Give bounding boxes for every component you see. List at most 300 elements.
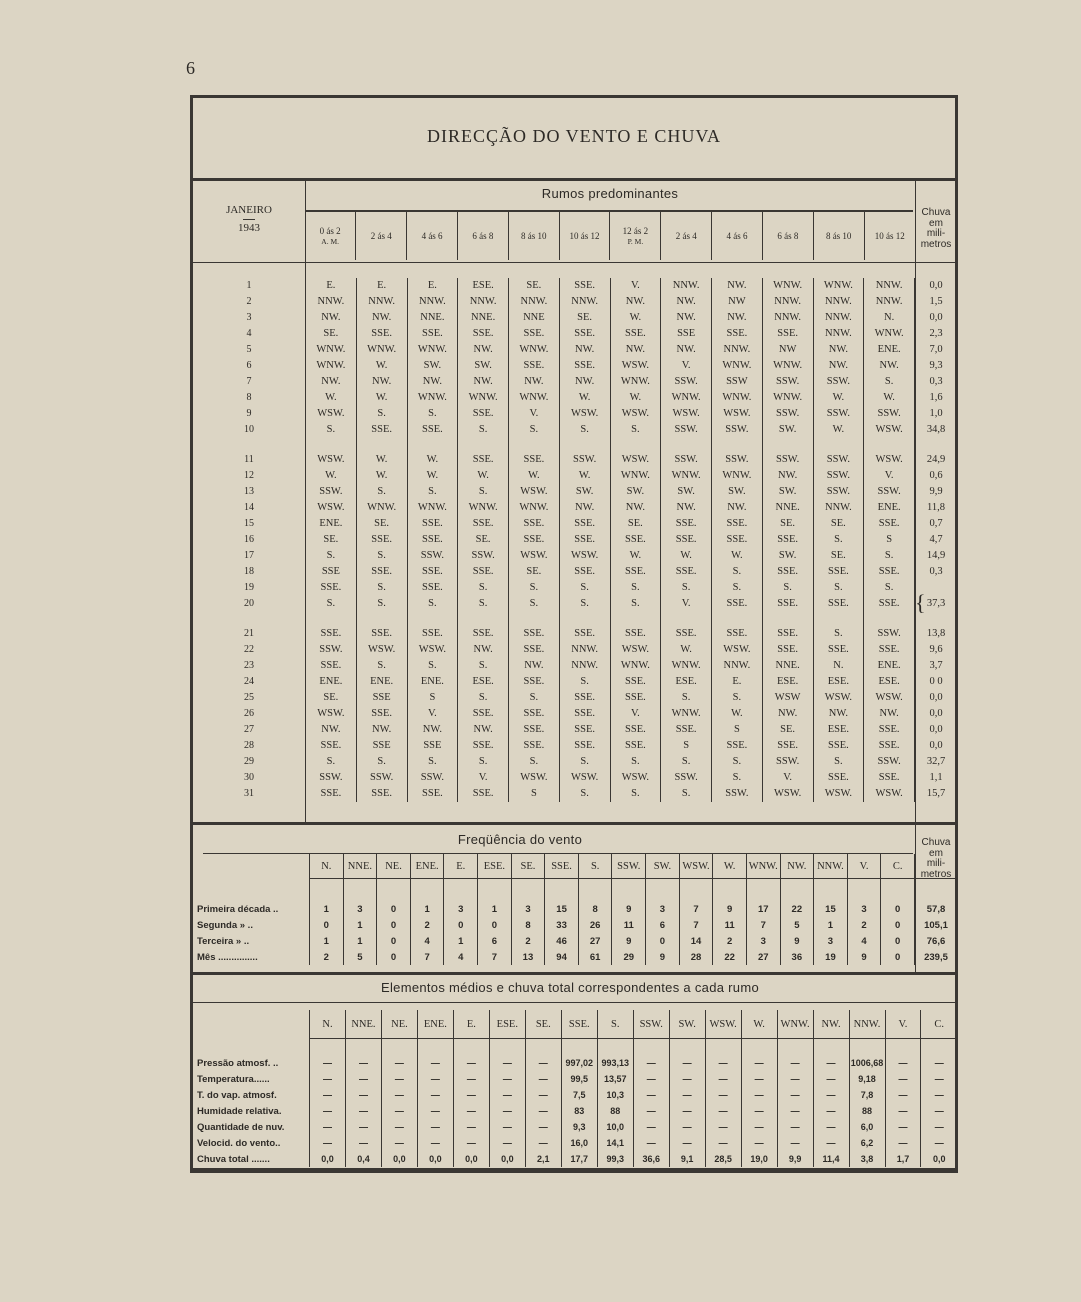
- table-row: [193, 1151, 957, 1167]
- table-row: [193, 596, 957, 612]
- wind-direction-cell: NW.: [509, 658, 560, 674]
- element-cell: —: [741, 1087, 777, 1103]
- direction-header: ENE.: [410, 854, 444, 879]
- wind-direction-cell: NNW.: [559, 294, 610, 310]
- wind-direction-cell: SSE.: [407, 786, 458, 802]
- wind-direction-cell: SSE.: [864, 516, 915, 532]
- wind-direction-cell: NW.: [610, 294, 661, 310]
- wind-direction-cell: SSE.: [610, 674, 661, 690]
- wind-direction-cell: SSE.: [762, 596, 813, 612]
- wind-direction-cell: SSE.: [356, 532, 407, 548]
- wind-direction-cell: WSW.: [610, 358, 661, 374]
- wind-direction-cell: SSE.: [509, 674, 560, 690]
- wind-direction-cell: ESE.: [661, 674, 712, 690]
- day-number: 9: [246, 408, 252, 419]
- wind-direction-cell: SSE.: [407, 422, 458, 438]
- elements-table: [193, 1010, 957, 1167]
- wind-direction-cell: S.: [864, 548, 915, 564]
- wind-direction-cell: S: [864, 532, 915, 548]
- frequency-cell: 2: [410, 917, 444, 933]
- rain-cell: 105,1: [915, 917, 958, 933]
- frequency-cell: 2: [713, 933, 747, 949]
- element-cell: —: [310, 1135, 346, 1151]
- rain-cell: 4,7: [915, 532, 958, 548]
- wind-direction-cell: W.: [306, 468, 357, 484]
- frequency-cell: 17: [746, 901, 780, 917]
- hour-header-cell: [762, 212, 813, 260]
- wind-direction-cell: WNW.: [762, 390, 813, 406]
- element-cell: —: [489, 1103, 525, 1119]
- direction-header: E.: [444, 854, 478, 879]
- day-number: 12: [244, 470, 254, 481]
- section-rumos-title: Rumos predominantes: [541, 186, 679, 201]
- table-row: [193, 738, 957, 754]
- element-cell: —: [741, 1055, 777, 1071]
- wind-direction-cell: ENE.: [306, 674, 357, 690]
- element-cell: —: [525, 1119, 561, 1135]
- element-cell: —: [417, 1071, 453, 1087]
- wind-direction-cell: SE.: [306, 690, 357, 706]
- rain-cell: 1,5: [915, 294, 958, 310]
- wind-direction-cell: NNE.: [407, 310, 458, 326]
- wind-direction-cell: WSW.: [661, 406, 712, 422]
- wind-direction-cell: SSE.: [762, 738, 813, 754]
- wind-direction-cell: NW.: [458, 374, 509, 390]
- wind-direction-cell: SSE.: [458, 516, 509, 532]
- element-cell: 88: [597, 1103, 633, 1119]
- table-row: [193, 548, 957, 564]
- hour-range: 10 ás 12: [569, 230, 600, 241]
- wind-direction-cell: WSW.: [306, 452, 357, 468]
- element-cell: —: [381, 1103, 417, 1119]
- wind-direction-cell: S.: [813, 754, 864, 770]
- wind-direction-cell: SE.: [458, 532, 509, 548]
- table-row: [193, 390, 957, 406]
- wind-direction-cell: SSE.: [762, 642, 813, 658]
- wind-direction-cell: W.: [712, 706, 763, 722]
- element-cell: —: [633, 1071, 669, 1087]
- wind-direction-cell: WSW.: [610, 452, 661, 468]
- frequency-cell: 26: [578, 917, 612, 933]
- wind-direction-cell: W.: [559, 468, 610, 484]
- element-cell: —: [813, 1055, 849, 1071]
- element-cell: —: [453, 1071, 489, 1087]
- day-number: 29: [244, 756, 254, 767]
- frequency-cell: 11: [612, 917, 646, 933]
- row-label: Quantidade de nuv.: [197, 1121, 285, 1133]
- wind-direction-cell: WSW.: [762, 786, 813, 802]
- frequency-cell: 22: [780, 901, 814, 917]
- wind-direction-cell: SSE.: [458, 786, 509, 802]
- wind-direction-cell: E.: [407, 278, 458, 294]
- wind-direction-cell: NW.: [762, 706, 813, 722]
- rain-cell: 24,9: [915, 452, 958, 468]
- element-cell: 997,02: [561, 1055, 597, 1071]
- direction-header: SSE.: [561, 1010, 597, 1039]
- wind-direction-cell: SSE.: [407, 532, 458, 548]
- rain-cell: 2,3: [915, 326, 958, 342]
- wind-direction-cell: SSE.: [559, 564, 610, 580]
- wind-direction-cell: NW: [712, 294, 763, 310]
- wind-direction-cell: W.: [458, 468, 509, 484]
- wind-direction-cell: SSW.: [407, 548, 458, 564]
- element-cell: 88: [849, 1103, 885, 1119]
- wind-direction-cell: W.: [559, 390, 610, 406]
- hour-range: 2 ás 4: [675, 230, 697, 241]
- rain-cell: 1,1: [915, 770, 958, 786]
- wind-direction-cell: V.: [661, 596, 712, 612]
- day-number: 30: [244, 772, 254, 783]
- frequency-cell: 29: [612, 949, 646, 965]
- table-row: [193, 564, 957, 580]
- direction-header: NE.: [381, 1010, 417, 1039]
- wind-direction-cell: SSE.: [559, 738, 610, 754]
- wind-direction-cell: SW.: [458, 358, 509, 374]
- wind-direction-cell: S.: [458, 658, 509, 674]
- wind-direction-cell: SSW.: [813, 406, 864, 422]
- element-cell: 7,8: [849, 1087, 885, 1103]
- wind-direction-cell: S.: [509, 596, 560, 612]
- wind-direction-cell: S.: [661, 786, 712, 802]
- wind-direction-cell: SSW.: [306, 770, 357, 786]
- frequency-cell: 0: [881, 933, 915, 949]
- direction-header: NE.: [377, 854, 411, 879]
- element-cell: 1,7: [885, 1151, 921, 1167]
- frequency-cell: 5: [343, 949, 377, 965]
- wind-direction-cell: NW.: [712, 310, 763, 326]
- frequency-cell: 3: [343, 901, 377, 917]
- wind-direction-cell: NW.: [610, 500, 661, 516]
- element-cell: 9,18: [849, 1071, 885, 1087]
- wind-direction-cell: S.: [661, 690, 712, 706]
- element-cell: —: [885, 1119, 921, 1135]
- frequency-rain-header: Chuva em mili- metros: [920, 837, 952, 880]
- year-label: 1943: [238, 221, 260, 234]
- wind-direction-cell: SW.: [762, 548, 813, 564]
- rain-cell: 14,9: [915, 548, 958, 564]
- frequency-cell: 7: [679, 901, 713, 917]
- table-row: [193, 580, 957, 596]
- element-cell: 1006,68: [849, 1055, 885, 1071]
- frequency-cell: 5: [780, 917, 814, 933]
- element-cell: —: [345, 1135, 381, 1151]
- wind-direction-cell: S.: [458, 690, 509, 706]
- rain-cell: 0,7: [915, 516, 958, 532]
- day-number: 20: [244, 598, 254, 609]
- hour-range: 10 ás 12: [874, 230, 905, 241]
- wind-direction-cell: S.: [356, 580, 407, 596]
- element-cell: —: [885, 1071, 921, 1087]
- wind-direction-cell: WSW.: [813, 786, 864, 802]
- wind-direction-cell: SSE.: [610, 564, 661, 580]
- wind-direction-cell: SSE.: [407, 516, 458, 532]
- wind-direction-cell: N.: [813, 658, 864, 674]
- wind-direction-cell: V.: [458, 770, 509, 786]
- wind-direction-cell: WSW.: [509, 484, 560, 500]
- frequency-cell: 6: [646, 917, 680, 933]
- wind-direction-cell: SSE.: [458, 564, 509, 580]
- wind-direction-cell: SSE.: [864, 564, 915, 580]
- frequency-cell: 22: [713, 949, 747, 965]
- element-cell: —: [489, 1087, 525, 1103]
- direction-header: NW.: [813, 1010, 849, 1039]
- wind-direction-cell: WSW.: [407, 642, 458, 658]
- frequency-cell: 8: [511, 917, 545, 933]
- frequency-cell: 28: [679, 949, 713, 965]
- wind-direction-cell: NNW.: [762, 294, 813, 310]
- wind-direction-cell: NW.: [712, 500, 763, 516]
- wind-direction-cell: SW.: [661, 484, 712, 500]
- element-cell: —: [669, 1087, 705, 1103]
- frequency-cell: 0: [377, 917, 411, 933]
- element-cell: 36,6: [633, 1151, 669, 1167]
- table-row: [193, 674, 957, 690]
- wind-direction-cell: SSW.: [712, 452, 763, 468]
- row-label: T. do vap. atmosf.: [197, 1089, 277, 1101]
- wind-direction-cell: SSE: [356, 690, 407, 706]
- element-cell: 10,0: [597, 1119, 633, 1135]
- wind-direction-cell: SSE.: [306, 658, 357, 674]
- wind-direction-cell: S.: [407, 484, 458, 500]
- wind-direction-cell: W.: [610, 390, 661, 406]
- rain-cell: 0,0: [915, 278, 958, 294]
- hour-header-cell: [457, 212, 508, 260]
- wind-direction-cell: NW.: [661, 342, 712, 358]
- table-row: [193, 422, 957, 438]
- day-number: 7: [246, 376, 252, 387]
- wind-direction-cell: SSE.: [458, 626, 509, 642]
- wind-direction-cell: SW.: [610, 484, 661, 500]
- element-cell: —: [777, 1055, 813, 1071]
- wind-direction-cell: SSE.: [559, 706, 610, 722]
- rain-cell: 9,3: [915, 358, 958, 374]
- element-cell: —: [777, 1071, 813, 1087]
- wind-direction-cell: S.: [610, 786, 661, 802]
- wind-direction-cell: NNW.: [356, 294, 407, 310]
- element-cell: 13,57: [597, 1071, 633, 1087]
- wind-direction-cell: ENE.: [407, 674, 458, 690]
- wind-direction-cell: NW.: [559, 342, 610, 358]
- wind-direction-cell: NW.: [559, 500, 610, 516]
- wind-direction-cell: NW.: [407, 374, 458, 390]
- element-cell: 6,2: [849, 1135, 885, 1151]
- element-cell: —: [885, 1055, 921, 1071]
- wind-direction-cell: NW.: [712, 278, 763, 294]
- daily-wind-table: [193, 278, 957, 802]
- wind-direction-cell: NW.: [356, 374, 407, 390]
- wind-direction-cell: NNW.: [458, 294, 509, 310]
- wind-direction-cell: ENE.: [864, 500, 915, 516]
- hour-range: 4 ás 6: [726, 230, 748, 241]
- wind-direction-cell: S.: [509, 580, 560, 596]
- day-number: 21: [244, 628, 254, 639]
- element-cell: —: [705, 1135, 741, 1151]
- frequency-cell: 1: [410, 901, 444, 917]
- wind-direction-cell: S.: [407, 596, 458, 612]
- page-title: DIRECÇÃO DO VENTO E CHUVA: [426, 126, 721, 146]
- day-number: 10: [244, 424, 254, 435]
- element-cell: —: [669, 1119, 705, 1135]
- wind-direction-cell: WSW.: [610, 770, 661, 786]
- wind-direction-cell: W.: [610, 310, 661, 326]
- wind-direction-cell: W.: [356, 468, 407, 484]
- element-cell: 993,13: [597, 1055, 633, 1071]
- rain-cell: 7,0: [915, 342, 958, 358]
- table-row: [193, 786, 957, 802]
- rain-cell: 9,6: [915, 642, 958, 658]
- element-cell: —: [669, 1071, 705, 1087]
- frequency-cell: 1: [310, 901, 344, 917]
- rain-cell: 0,0: [915, 310, 958, 326]
- wind-direction-cell: SSE.: [661, 532, 712, 548]
- wind-direction-cell: WSW.: [610, 406, 661, 422]
- frequency-cell: 2: [847, 917, 881, 933]
- wind-direction-cell: NW.: [407, 722, 458, 738]
- wind-direction-cell: S: [712, 722, 763, 738]
- wind-direction-cell: NW.: [762, 468, 813, 484]
- element-cell: —: [885, 1135, 921, 1151]
- wind-direction-cell: WNW.: [458, 500, 509, 516]
- rain-cell: 1,0: [915, 406, 958, 422]
- wind-direction-cell: WSW.: [559, 548, 610, 564]
- wind-direction-cell: SSE.: [712, 326, 763, 342]
- rain-cell: 57,8: [915, 901, 958, 917]
- divider: [193, 178, 955, 181]
- frequency-cell: 0: [377, 933, 411, 949]
- day-number: 15: [244, 518, 254, 529]
- wind-direction-cell: S.: [356, 484, 407, 500]
- wind-direction-cell: NW.: [661, 294, 712, 310]
- table-row: [193, 406, 957, 422]
- element-cell: —: [310, 1087, 346, 1103]
- element-cell: —: [777, 1103, 813, 1119]
- wind-direction-cell: WNW.: [712, 358, 763, 374]
- day-number: 28: [244, 740, 254, 751]
- element-cell: —: [813, 1135, 849, 1151]
- wind-direction-cell: WNW.: [661, 706, 712, 722]
- day-number: 23: [244, 660, 254, 671]
- table-row: [193, 452, 957, 468]
- element-cell: 0,0: [489, 1151, 525, 1167]
- direction-header: S.: [578, 854, 612, 879]
- element-cell: —: [669, 1055, 705, 1071]
- direction-header: ESE.: [489, 1010, 525, 1039]
- table-frame: [190, 95, 958, 1173]
- wind-direction-cell: SE.: [610, 516, 661, 532]
- frequency-cell: 2: [310, 949, 344, 965]
- frequency-cell: 3: [444, 901, 478, 917]
- wind-direction-cell: NNW.: [712, 342, 763, 358]
- element-cell: —: [705, 1103, 741, 1119]
- wind-direction-cell: WNW.: [509, 390, 560, 406]
- wind-direction-cell: SE.: [813, 516, 864, 532]
- element-cell: —: [813, 1087, 849, 1103]
- day-number: 13: [244, 486, 254, 497]
- wind-direction-cell: S.: [864, 580, 915, 596]
- frequency-cell: 61: [578, 949, 612, 965]
- element-cell: 10,3: [597, 1087, 633, 1103]
- direction-header: SSE.: [545, 854, 579, 879]
- element-cell: —: [741, 1071, 777, 1087]
- rain-cell: 0,0: [915, 706, 958, 722]
- wind-direction-cell: W.: [407, 468, 458, 484]
- wind-direction-cell: SSW.: [661, 374, 712, 390]
- day-number: 24: [244, 676, 254, 687]
- element-cell: —: [921, 1135, 957, 1151]
- wind-direction-cell: SSE.: [509, 642, 560, 658]
- wind-direction-cell: S.: [306, 422, 357, 438]
- wind-direction-cell: WNW.: [661, 658, 712, 674]
- wind-direction-cell: NW.: [458, 342, 509, 358]
- wind-direction-cell: W.: [509, 468, 560, 484]
- wind-direction-cell: WSW.: [509, 548, 560, 564]
- direction-header: S.: [597, 1010, 633, 1039]
- table-row: [193, 1135, 957, 1151]
- frequency-cell: 36: [780, 949, 814, 965]
- wind-direction-cell: SSE.: [610, 626, 661, 642]
- wind-direction-cell: SSE.: [509, 706, 560, 722]
- table-row: [193, 1087, 957, 1103]
- wind-direction-cell: SSE.: [509, 516, 560, 532]
- day-number: 22: [244, 644, 254, 655]
- wind-direction-cell: S.: [712, 580, 763, 596]
- wind-direction-cell: SE.: [813, 548, 864, 564]
- wind-direction-cell: WNW.: [864, 326, 915, 342]
- wind-direction-cell: V.: [407, 706, 458, 722]
- wind-direction-cell: SSE.: [407, 326, 458, 342]
- hour-header-cell: [864, 212, 915, 260]
- day-number: 2: [246, 296, 252, 307]
- frequency-cell: 15: [814, 901, 848, 917]
- wind-direction-cell: SSE: [356, 738, 407, 754]
- wind-direction-cell: SSE.: [356, 786, 407, 802]
- element-cell: —: [705, 1071, 741, 1087]
- wind-direction-cell: NW.: [356, 722, 407, 738]
- wind-direction-cell: NNW.: [864, 294, 915, 310]
- wind-direction-cell: NNE.: [458, 310, 509, 326]
- wind-direction-cell: SW.: [762, 484, 813, 500]
- element-cell: —: [381, 1055, 417, 1071]
- wind-direction-cell: WSW.: [306, 406, 357, 422]
- hour-header-cell: [407, 212, 458, 260]
- wind-direction-cell: WSW.: [306, 706, 357, 722]
- table-row: [193, 532, 957, 548]
- element-cell: —: [345, 1087, 381, 1103]
- wind-direction-cell: S.: [712, 770, 763, 786]
- wind-direction-cell: W.: [712, 548, 763, 564]
- table-row: [193, 754, 957, 770]
- wind-direction-cell: SSE.: [356, 626, 407, 642]
- frequency-cell: 9: [612, 901, 646, 917]
- element-cell: —: [381, 1135, 417, 1151]
- wind-direction-cell: WNW.: [356, 500, 407, 516]
- table-row: [193, 1119, 957, 1135]
- rain-cell: 0 0: [915, 674, 958, 690]
- wind-direction-cell: WSW.: [864, 786, 915, 802]
- wind-direction-cell: WNW.: [762, 358, 813, 374]
- wind-direction-cell: SSW.: [762, 374, 813, 390]
- wind-direction-cell: WNW.: [509, 500, 560, 516]
- wind-direction-cell: SSE.: [559, 358, 610, 374]
- table-row: [193, 722, 957, 738]
- wind-direction-cell: NNW.: [661, 278, 712, 294]
- wind-direction-cell: SSE.: [458, 706, 509, 722]
- wind-direction-cell: W.: [813, 390, 864, 406]
- direction-header: W.: [713, 854, 747, 879]
- hour-range: 6 ás 8: [472, 230, 494, 241]
- element-cell: —: [885, 1087, 921, 1103]
- row-label: Terceira » ..: [197, 935, 250, 947]
